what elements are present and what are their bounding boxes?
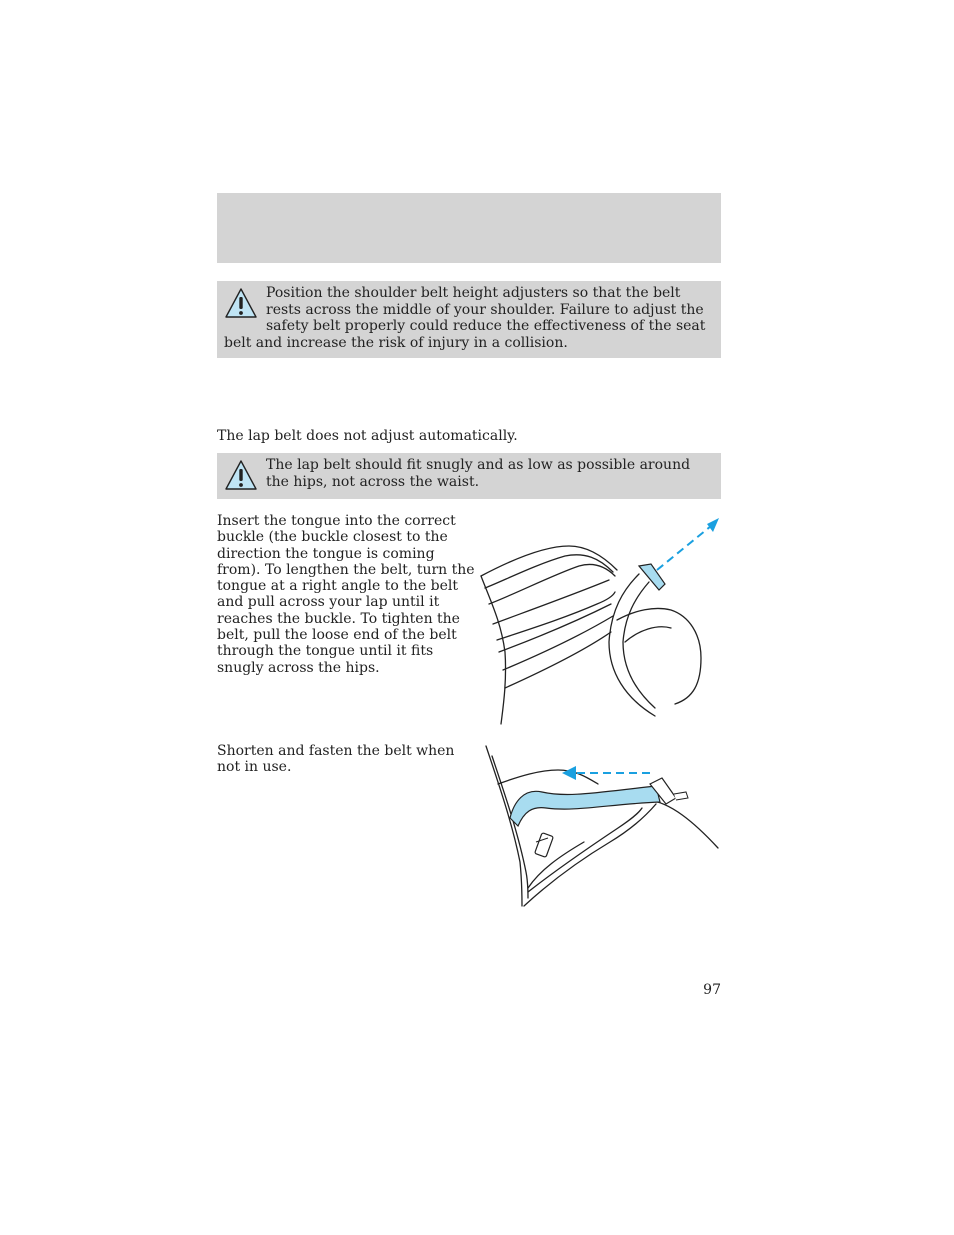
warning-text: Position the shoulder belt height adjusters so that the belt rests across the middle of your shoulder. Failure to adjust the safety belt properly could reduce the effectiveness of the seat belt and increase the risk of injury in a collision. <box>224 285 706 351</box>
shorten-instructions: Shorten and fasten the belt when not in use. <box>217 743 455 776</box>
insert-instructions: Insert the tongue into the correct buckle (the buckle closest to the direction the tongue is coming from). To lengthen the belt, turn the tongue at a right angle to the belt and pull across your lap until it reaches the buckle. To tighten the belt, pull the loose end of the belt through the tongue until it fits snugly across the hips. <box>217 513 475 676</box>
lap-belt-loop <box>609 574 655 716</box>
seat-cushion-outline <box>617 608 701 704</box>
section-header-band <box>217 193 721 263</box>
shorten-belt-illustration <box>480 742 725 910</box>
arrow-head <box>707 518 719 532</box>
warning-triangle-icon <box>224 459 258 491</box>
warning-box-shoulder-belt <box>217 281 721 358</box>
arrow-head <box>562 766 576 780</box>
warning-text: The lap belt should fit snugly and as low as possible around the hips, not across the waist. <box>266 457 691 490</box>
seat-side-outline <box>486 746 522 906</box>
lengthen-belt-illustration <box>475 512 725 730</box>
warning-triangle-icon <box>224 287 258 319</box>
pull-direction-arrow <box>657 526 711 570</box>
stowed-belt <box>510 786 660 826</box>
page-number: 97 <box>703 982 721 998</box>
buckle <box>535 833 554 858</box>
lap-belt-note: The lap belt does not adjust automatically. <box>217 428 518 444</box>
warning-box-lap-belt <box>217 453 721 499</box>
